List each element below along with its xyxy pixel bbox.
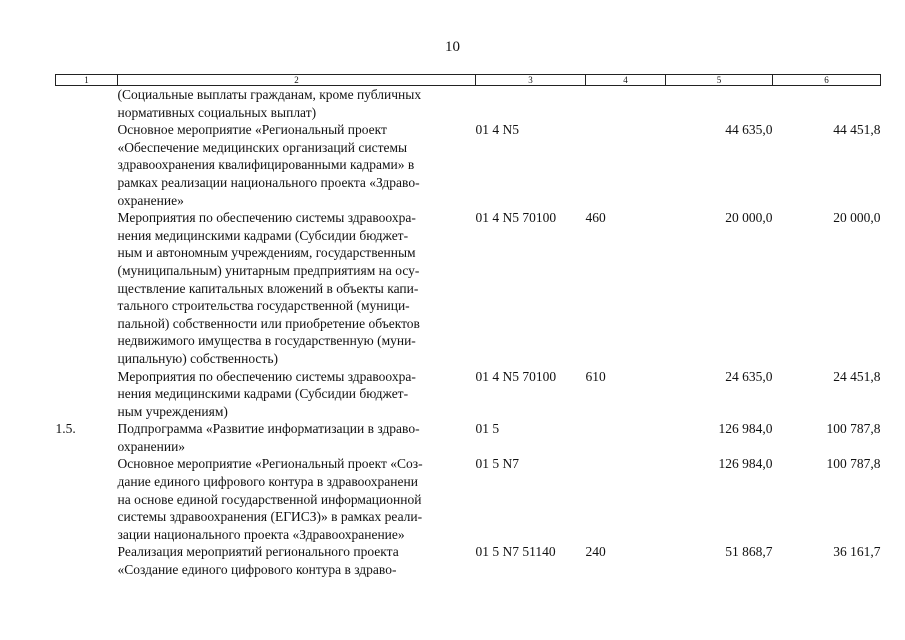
amount-planned: 20 000,0 bbox=[725, 210, 773, 226]
description-line: рамках реализации национального проекта «Здраво- bbox=[117, 174, 420, 190]
description-line: Подпрограмма «Развитие информатизации в здраво- bbox=[117, 421, 420, 437]
budget-table bbox=[55, 74, 881, 579]
amount-planned: 24 635,0 bbox=[725, 368, 773, 384]
row-number bbox=[56, 543, 118, 578]
column-header-2: 2 bbox=[118, 75, 476, 86]
table-row bbox=[56, 209, 881, 367]
description-line: пальной) собственности или приобретение объектов bbox=[117, 315, 420, 331]
row-description bbox=[118, 121, 476, 209]
column-header-5: 5 bbox=[666, 75, 773, 86]
description-line: Основное мероприятие «Региональный проект bbox=[117, 122, 387, 138]
budget-code: 01 5 N7 51140 bbox=[475, 544, 556, 560]
amount-planned: 126 984,0 bbox=[718, 421, 773, 437]
table-row bbox=[56, 455, 881, 543]
expense-type: 460 bbox=[585, 210, 606, 226]
row-number bbox=[56, 86, 118, 122]
table-body bbox=[56, 86, 881, 579]
budget-code: 01 5 N7 bbox=[475, 456, 519, 472]
amount-actual: 20 000,0 bbox=[833, 210, 881, 226]
expense-type bbox=[586, 86, 666, 122]
amount-planned bbox=[666, 86, 773, 122]
description-line: Мероприятия по обеспечению системы здравоохра- bbox=[117, 210, 416, 226]
row-description bbox=[118, 455, 476, 543]
amount-actual bbox=[773, 86, 881, 122]
description-line: ным учреждениям) bbox=[117, 403, 228, 419]
amount-planned: 126 984,0 bbox=[718, 456, 773, 472]
description-line: Реализация мероприятий регионального проекта bbox=[117, 544, 399, 560]
page-number: 10 bbox=[445, 39, 460, 55]
amount-planned: 44 635,0 bbox=[725, 122, 773, 138]
description-line: зации национального проекта «Здравоохранение» bbox=[117, 526, 405, 542]
description-line: дание единого цифрового контура в здравоохранени bbox=[117, 474, 418, 490]
description-line: (Социальные выплаты гражданам, кроме публичных bbox=[117, 87, 422, 102]
description-line: Основное мероприятие «Региональный проект «Соз- bbox=[117, 456, 423, 472]
column-header-3: 3 bbox=[476, 75, 586, 86]
description-line: системы здравоохранения (ЕГИСЗ)» в рамках реали- bbox=[117, 509, 423, 525]
table-row bbox=[56, 420, 881, 455]
description-line: охранении» bbox=[117, 438, 186, 454]
expense-type: 240 bbox=[585, 544, 606, 560]
column-header-6: 6 bbox=[773, 75, 881, 86]
table-row bbox=[56, 86, 881, 122]
row-number bbox=[56, 455, 118, 543]
description-line: ципальную) собственность) bbox=[117, 350, 278, 366]
expense-type bbox=[586, 420, 666, 455]
expense-type bbox=[586, 121, 666, 209]
budget-code: 01 4 N5 bbox=[475, 122, 519, 138]
amount-actual: 100 787,8 bbox=[826, 421, 881, 437]
amount-actual: 44 451,8 bbox=[833, 122, 881, 138]
description-line: на основе единой государственной информационной bbox=[117, 491, 422, 507]
budget-code: 01 4 N5 70100 bbox=[475, 210, 557, 226]
description-line: (муниципальным) унитарным предприятиям на осу- bbox=[117, 262, 420, 278]
description-line: охранение» bbox=[117, 192, 184, 208]
description-line: недвижимого имущества в государственную (муни- bbox=[117, 333, 416, 349]
table-row bbox=[56, 368, 881, 421]
row-description bbox=[118, 368, 476, 421]
description-line: нения медицинскими кадрами (Субсидии бюджет- bbox=[117, 386, 409, 402]
description-line: ществление капитальных вложений в объекты капи- bbox=[117, 280, 419, 296]
row-description bbox=[118, 420, 476, 455]
row-number bbox=[56, 209, 118, 367]
expense-type: 610 bbox=[585, 368, 606, 384]
description-line: здравоохранения квалифицированными кадрами» в bbox=[117, 157, 415, 173]
description-line: «Обеспечение медицинских организаций системы bbox=[117, 139, 408, 155]
expense-type bbox=[586, 455, 666, 543]
budget-code bbox=[476, 86, 586, 122]
budget-code: 01 4 N5 70100 bbox=[475, 368, 557, 384]
row-description bbox=[118, 543, 476, 578]
description-line: «Создание единого цифрового контура в здраво- bbox=[117, 562, 397, 578]
column-header-1: 1 bbox=[56, 75, 118, 86]
amount-actual: 100 787,8 bbox=[826, 456, 881, 472]
table-row bbox=[56, 121, 881, 209]
description-line: Мероприятия по обеспечению системы здравоохра- bbox=[117, 368, 416, 384]
table-row bbox=[56, 543, 881, 578]
amount-actual: 24 451,8 bbox=[833, 368, 881, 384]
description-line: тального строительства государственной (муници- bbox=[117, 298, 410, 314]
column-header-4: 4 bbox=[586, 75, 666, 86]
row-number bbox=[56, 121, 118, 209]
description-line: ным и автономным учреждениям, государственным bbox=[117, 245, 416, 261]
description-line: нормативных социальных выплат) bbox=[117, 104, 317, 120]
row-description bbox=[118, 209, 476, 367]
amount-actual: 36 161,7 bbox=[833, 544, 881, 560]
budget-code: 01 5 bbox=[475, 421, 500, 437]
row-description bbox=[118, 86, 476, 122]
amount-planned: 51 868,7 bbox=[725, 544, 773, 560]
description-line: нения медицинскими кадрами (Субсидии бюджет- bbox=[117, 227, 409, 243]
row-number: 1.5. bbox=[55, 421, 76, 437]
header-row bbox=[56, 75, 881, 86]
row-number bbox=[56, 368, 118, 421]
